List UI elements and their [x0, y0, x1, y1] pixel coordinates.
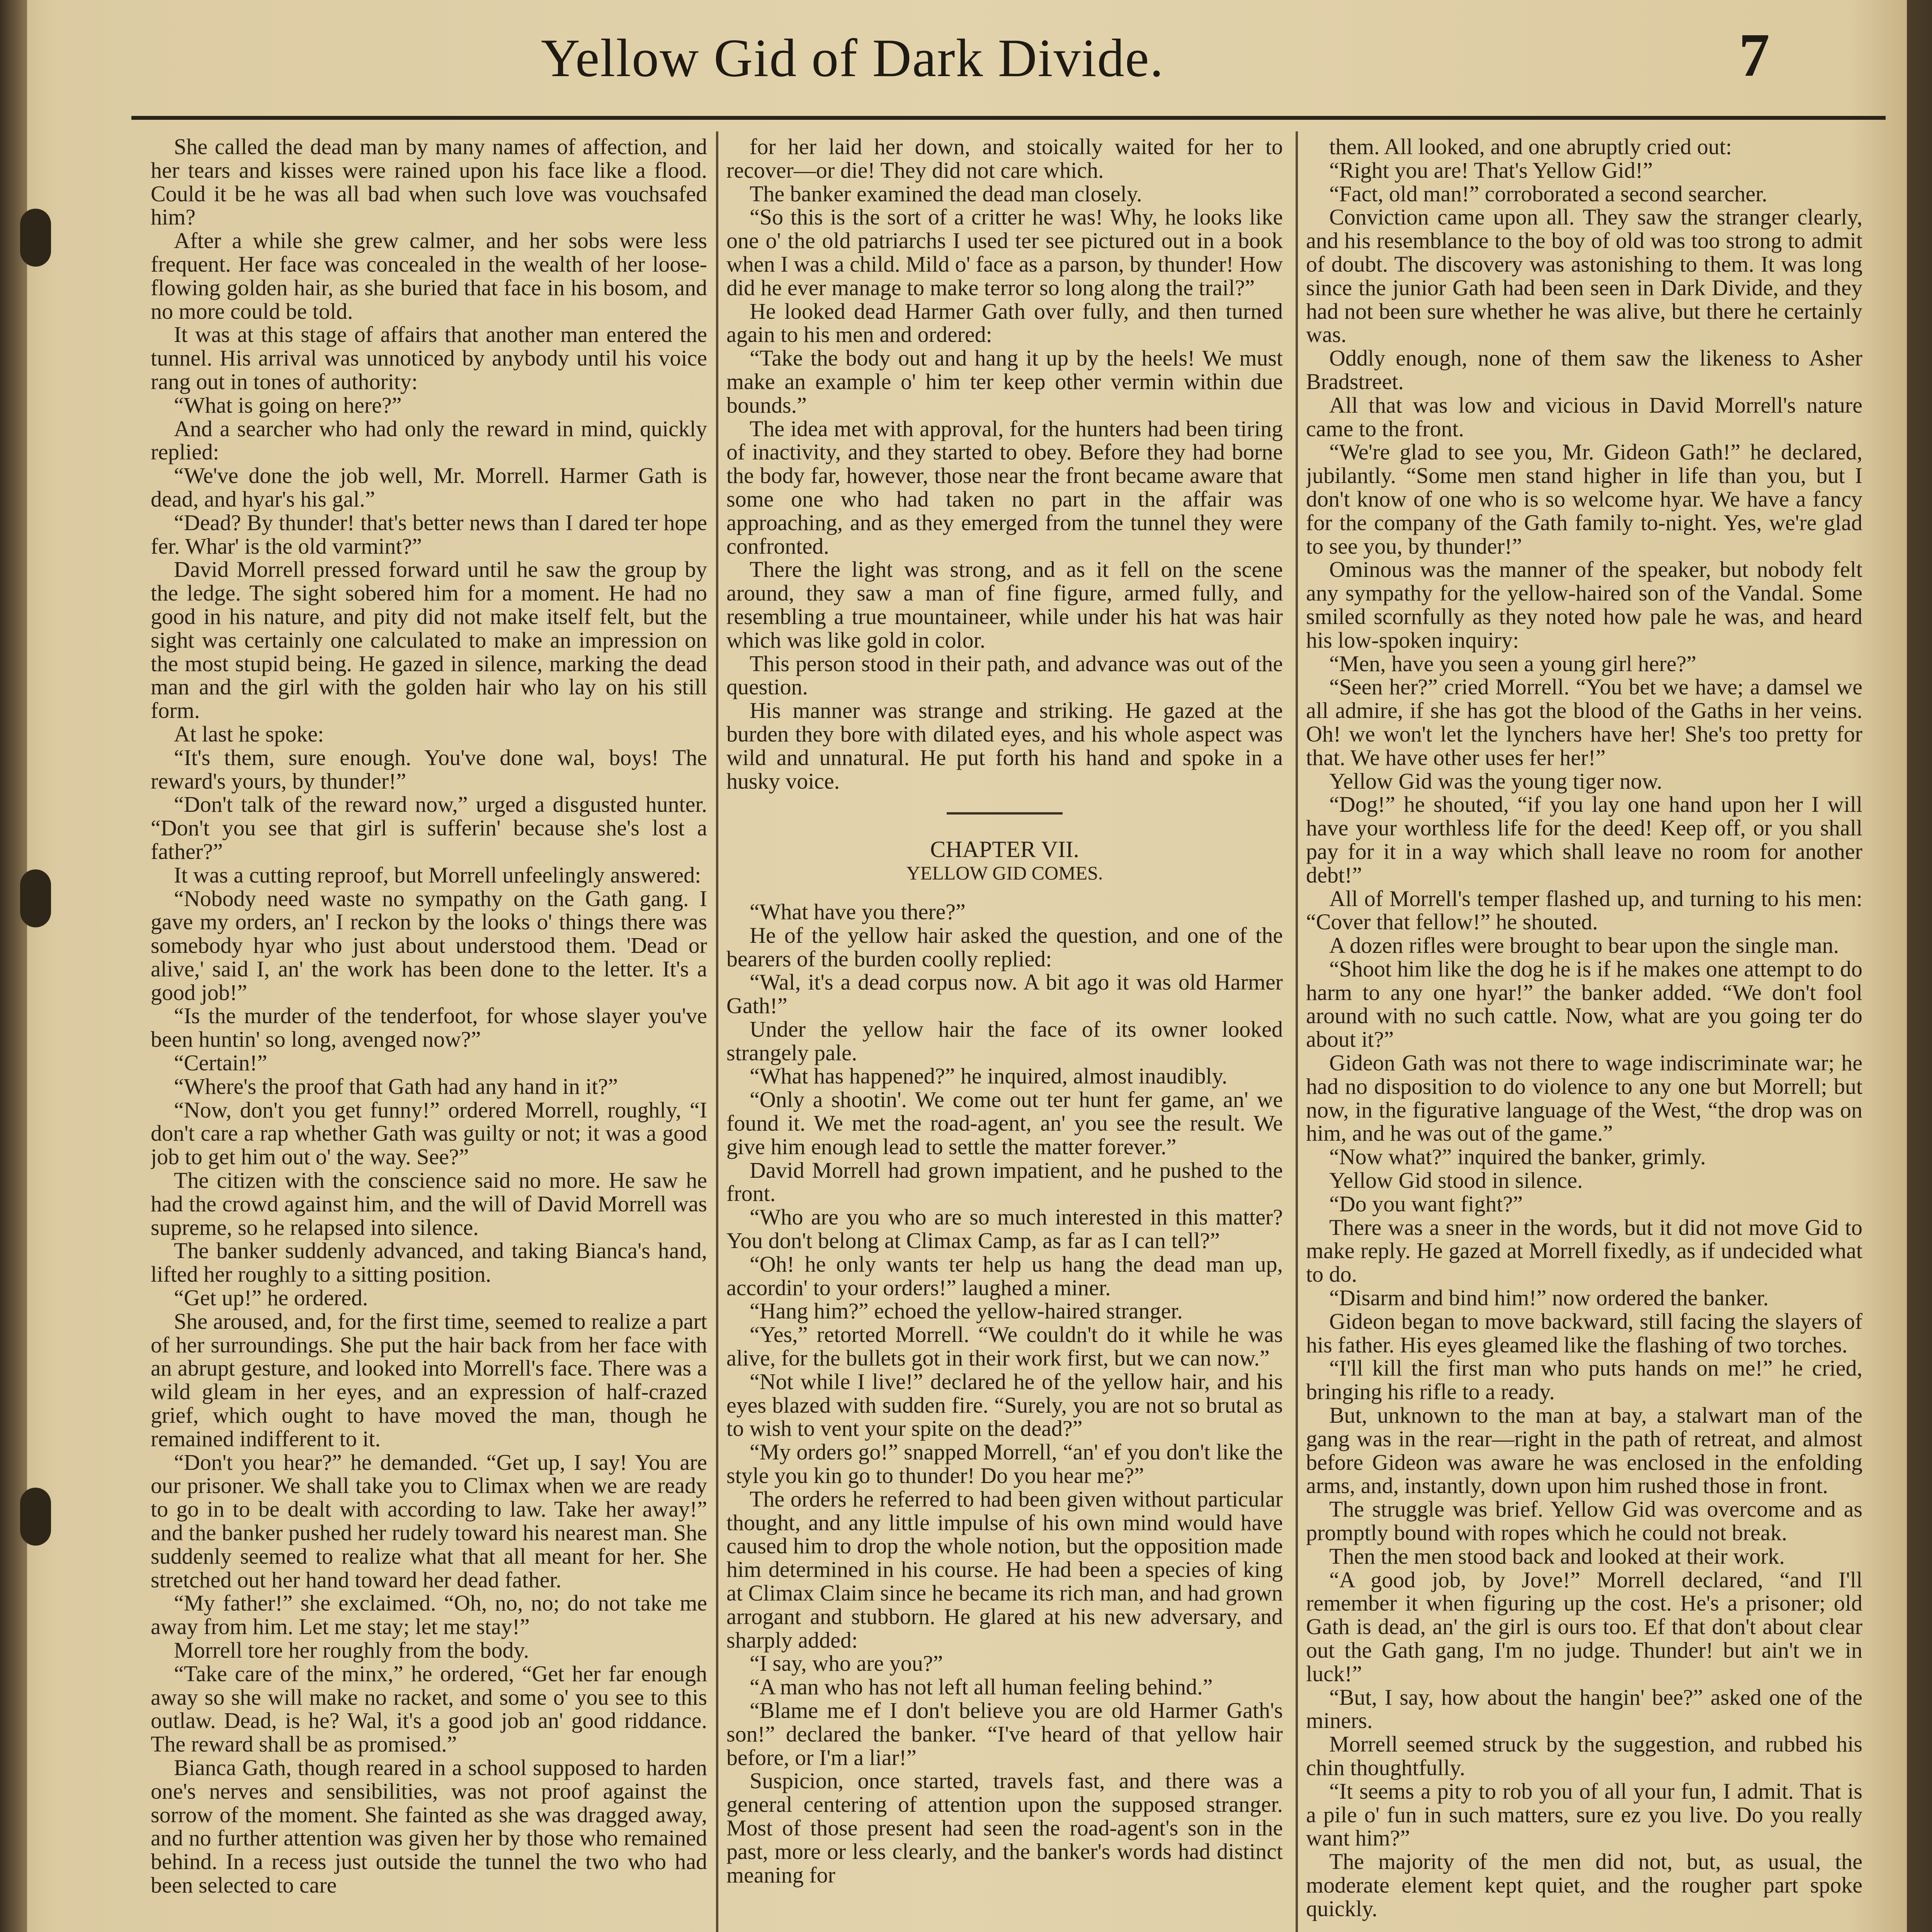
paragraph: “Hang him?” echoed the yellow-haired stranger. [750, 1298, 1183, 1324]
page-title: Yellow Gid of Dark Divide. [541, 28, 1164, 88]
paragraph: “But, I say, how about the hangin' bee?” asked one of the miners. [1306, 1684, 1862, 1733]
binding-spine [0, 0, 27, 1932]
paragraph: “Disarm and bind him!” now ordered the banker. [1329, 1285, 1769, 1311]
page-edge-shadow [1907, 0, 1932, 1932]
section-divider [947, 812, 1063, 815]
paragraph: “My orders go!” snapped Morrell, “an' ef you don't like the style you kin go to thunder! Do you hear me?” [726, 1439, 1283, 1488]
paragraph: Suspicion, once started, travels fast, and there was a general centering of attention upon the supposed stranger. Most of those present had seen the road-agent's son in the past, more or less clearly, and the banker's words had distinct meaning for [726, 1768, 1283, 1888]
paragraph: “Oh! he only wants ter help us hang the dead man up, accordin' to your orders!” laughed a miner. [726, 1251, 1283, 1300]
paragraph: “A good job, by Jove!” Morrell declared, “and I'll remember it when figuring up the cost. He's a prisoner; old Gath is dead, an' the girl is ours too. Ef that don't about clear out the Gath gang, I'm no judge. Thunder! but ain't we in luck!” [1306, 1567, 1862, 1686]
paragraph: This person stood in their path, and advance was out of the question. [726, 651, 1283, 700]
paragraph: His manner was strange and striking. He gazed at the burden they bore with dilated eyes, and his whole aspect was wild and unnatural. He put forth his hand and spoke in a husky voice. [726, 698, 1283, 794]
paragraph: “Do you want fight?” [1329, 1191, 1523, 1216]
paragraph: The struggle was brief. Yellow Gid was overcome and as promptly bound with ropes which he could not break. [1306, 1497, 1862, 1546]
paragraph: “My father!” she exclaimed. “Oh, no, no; do not take me away from him. Let me stay; let me stay!” [151, 1590, 707, 1639]
paragraph: “I say, who are you?” [750, 1651, 943, 1676]
paragraph: “Dog!” he shouted, “if you lay one hand upon her I will have your worthless life for the deed! Keep off, or you shall pay for it in a way which shall leave no room for another debt!” [1306, 792, 1862, 888]
paragraph: “We're glad to see you, Mr. Gideon Gath!” he declared, jubilantly. “Some men stand higher in life than you, but I don't know of one who is so welcome hyar. We have a fancy for the company of the Gath family to-night. Yes, we're glad to see you, by thunder!” [1306, 439, 1862, 559]
paragraph: “Blame me ef I don't believe you are old Harmer Gath's son!” declared the banker. “I've heard of that yellow hair before, or I'm a liar!” [726, 1698, 1283, 1770]
paragraph: Morrell tore her roughly from the body. [174, 1638, 529, 1663]
paragraph: There the light was strong, and as it fell on the scene around, they saw a man of fine figure, armed fully, and resembling a true mountaineer, while under his hat was hair which was like gold in color. [726, 557, 1283, 653]
paragraph: Under the yellow hair the face of its owner looked strangely pale. [726, 1016, 1283, 1065]
paragraph: “Now, don't you get funny!” ordered Morrell, roughly, “I don't care a rap whether Gath was guilty or not; it was a good job to get him out o' the way. See?” [151, 1097, 707, 1170]
paragraph: The orders he referred to had been given without particular thought, and any little impulse of his own mind would have caused him to drop the whole notion, but the opposition made him determined in his course. He had been a species of king at Climax Claim since he became its rich man, and had grown arrogant and stubborn. He glared at his new adversary, and sharply added: [726, 1486, 1283, 1653]
paragraph: And a searcher who had only the reward in mind, quickly replied: [151, 416, 707, 465]
paragraph: Gideon Gath was not there to wage indiscriminate war; he had no disposition to do violence to any one but Morrell; but now, in the figurative language of the West, “the drop was on him, and he was out of the game.” [1306, 1050, 1862, 1146]
paragraph: “Men, have you seen a young girl here?” [1329, 651, 1697, 676]
paragraph: “Certain!” [174, 1050, 267, 1076]
paragraph: “Fact, old man!” corroborated a second searcher. [1329, 181, 1767, 206]
paragraph: “Shoot him like the dog he is if he makes one attempt to do harm to any one hyar!” the banker added. “We don't fool around with no such cattle. Now, what are you going ter do about it?” [1306, 956, 1862, 1052]
paragraph: David Morrell pressed forward until he saw the group by the ledge. The sight sobered him for a moment. He had no good in his nature, and pity did not make itself felt, but the sight was certainly one calculated to make an impression on the most stupid being. He gazed in silence, marking the dead man and the girl with the golden hair who lay on his still form. [151, 557, 707, 723]
paragraph: “Take care of the minx,” he ordered, “Get her far enough away so she will make no racket, and some o' you see to this outlaw. Dead, is he? Wal, it's a good job an' good riddance. The reward shall be as promised.” [151, 1661, 707, 1757]
paragraph: “Who are you who are so much interested in this matter? You don't belong at Climax Camp, as far as I can tell?” [726, 1204, 1283, 1253]
paragraph: “Yes,” retorted Morrell. “We couldn't do it while he was alive, for the bullets got in their work first, but we can now.” [726, 1322, 1283, 1371]
chapter-heading: CHAPTER VII. [930, 837, 1079, 862]
paragraph: David Morrell had grown impatient, and he pushed to the front. [726, 1157, 1283, 1206]
text-column-1 [151, 135, 707, 1932]
paragraph: “Don't you hear?” he demanded. “Get up, I say! You are our prisoner. We shall take you to Climax when we are ready to go in to be dealt with according to law. Take her away!” and the banker pushed her rudely toward his nearest man. She suddenly seemed to realize what that all meant for her. She stretched out her hand toward her dead father. [151, 1449, 707, 1592]
paragraph: “Only a shootin'. We come out ter hunt fer game, an' we found it. We met the road-agent, an' you see the result. We give him enough lead to settle the matter forever.” [726, 1087, 1283, 1159]
paragraph: It was a cutting reproof, but Morrell unfeelingly answered: [174, 862, 701, 888]
paragraph: “Right you are! That's Yellow Gid!” [1329, 157, 1653, 183]
paragraph: Conviction came upon all. They saw the stranger clearly, and his resemblance to the boy of old was too strong to admit of doubt. The discovery was astonishing to them. It was long since the junior Gath had been seen in Dark Divide, and they had not been sure whether he was alive, but there he certainly was. [1306, 204, 1862, 347]
paragraph: “I'll kill the first man who puts hands on me!” he cried, bringing his rifle to a ready. [1306, 1355, 1862, 1405]
paragraph: All of Morrell's temper flashed up, and turning to his men: “Cover that fellow!” he shouted. [1306, 886, 1862, 935]
paragraph: Ominous was the manner of the speaker, but nobody felt any sympathy for the yellow-haired son of the Vandal. Some smiled scornfully as they noted how pale he was, and heard his low-spoken inquiry: [1306, 557, 1862, 653]
paragraph: Gideon began to move backward, still facing the slayers of his father. His eyes gleamed like the flashing of two torches. [1306, 1308, 1862, 1357]
paragraph: “Nobody need waste no sympathy on the Gath gang. I gave my orders, an' I reckon by the looks o' things there was somebody hyar who just about understood them. 'Dead or alive,' said I, an' the work has been done to the letter. It's a good job!” [151, 886, 707, 1005]
text-column-2 [726, 135, 1283, 1932]
chapter-subheading: YELLOW GID COMES. [906, 862, 1103, 884]
column-2-top-text [726, 135, 1283, 793]
paragraph: “Is the murder of the tenderfoot, for whose slayer you've been huntin' so long, avenged now?” [151, 1003, 707, 1052]
paragraph: Oddly enough, none of them saw the likeness to Asher Bradstreet. [1306, 345, 1862, 394]
paragraph: Bianca Gath, though reared in a school supposed to harden one's nerves and sensibilities, was not proof against the sorrow of the moment. She fainted as she was dragged away, and no further attention was given her by those who remained behind. In a recess just outside the tunnel the two who had been selected to care [151, 1755, 707, 1898]
paragraph: He looked dead Harmer Gath over fully, and then turned again to his men and ordered: [726, 298, 1283, 347]
column-divider [716, 131, 718, 1932]
binding-hole [20, 1488, 51, 1546]
binding-hole [20, 209, 51, 267]
paragraph: Yellow Gid stood in silence. [1329, 1168, 1583, 1193]
paragraph: She called the dead man by many names of affection, and her tears and kisses were rained upon his face like a flood. Could it be he was all bad when such love was vouchsafed him? [151, 135, 707, 230]
paragraph: She aroused, and, for the first time, seemed to realize a part of her surroundings. She put the hair back from her face with an abrupt gesture, and looked into Morrell's face. There was a wild gleam in her eyes, and an expression of half-crazed grief, which ought to have moved the man, though he remained indifferent to it. [151, 1308, 707, 1451]
paragraph: for her laid her down, and stoically waited for her to recover—or die! They did not care which. [726, 135, 1283, 183]
header-rule [131, 116, 1886, 120]
paragraph: The banker examined the dead man closely. [750, 181, 1142, 206]
paragraph: “Dead? By thunder! that's better news than I dared ter hope fer. Whar' is the old varmint?” [151, 510, 707, 559]
paragraph: “Where's the proof that Gath had any hand in it?” [174, 1073, 618, 1099]
paragraph: “Seen her?” cried Morrell. “You bet we have; a damsel we all admire, if she has got the blood of the Gaths in her veins. Oh! we won't let the lynchers have her! She's too pretty for that. We have other uses fer her!” [1306, 674, 1862, 770]
paragraph: The idea met with approval, for the hunters had been tiring of inactivity, and they started to obey. Before they had borne the body far, however, those near the front became aware that some one who had taken no part in the affair was approaching, and as they emerged from the tunnel they were confronted. [726, 416, 1283, 559]
paragraph: “What has happened?” he inquired, almost inaudibly. [750, 1063, 1228, 1089]
paragraph: Then the men stood back and looked at their work. [1329, 1543, 1785, 1569]
paragraph: A dozen rifles were brought to bear upon the single man. [1329, 933, 1839, 958]
paragraph: “What is going on here?” [174, 392, 402, 418]
paragraph: But, unknown to the man at bay, a stalwart man of the gang was in the rear—right in the path of retreat, and almost before Gideon was aware he was enclosed in the enfolding arms, and, instantly, down upon him rushed those in front. [1306, 1403, 1862, 1498]
paragraph: “It seems a pity to rob you of all your fun, I admit. That is a pile o' fun in such matters, sure ez you live. Do you really want him?” [1306, 1778, 1862, 1851]
text-column-3 [1306, 135, 1862, 1932]
paragraph: “A man who has not left all human feeling behind.” [750, 1674, 1213, 1700]
paragraph: “Take the body out and hang it up by the heels! We must make an example o' him ter keep other vermin within due bounds.” [726, 345, 1283, 418]
paragraph: “Now what?” inquired the banker, grimly. [1329, 1144, 1706, 1170]
paragraph: The citizen with the conscience said no more. He saw he had the crowd against him, and the will of David Morrell was supreme, so he relapsed into silence. [151, 1168, 707, 1240]
paragraph: “What have you there?” [750, 899, 966, 924]
paragraph: them. All looked, and one abruptly cried out: [1329, 135, 1732, 159]
paragraph: “So this is the sort of a critter he was! Why, he looks like one o' the old patriarchs I used ter see pictured out in a book when I was a child. Mild o' face as a parson, by thunder! How did he ever manage to make terror so long along the trail?” [726, 204, 1283, 300]
page-number: 7 [1739, 20, 1770, 89]
paragraph: It was at this stage of affairs that another man entered the tunnel. His arrival was unnoticed by anybody until his voice rang out in tones of authority: [151, 322, 707, 394]
paragraph: The banker suddenly advanced, and taking Bianca's hand, lifted her roughly to a sitting position. [151, 1238, 707, 1287]
paragraph: “Not while I live!” declared he of the yellow hair, and his eyes blazed with sudden fire. “Surely, you are not so brutal as to wish to vent your spite on the dead?” [726, 1369, 1283, 1441]
paragraph: The majority of the men did not, but, as usual, the moderate element kept quiet, and the rougher part spoke quickly. [1306, 1849, 1862, 1921]
paragraph: “It's them, sure enough. You've done wal, boys! The reward's yours, by thunder!” [151, 745, 707, 794]
paragraph: Yellow Gid was the young tiger now. [1329, 768, 1662, 794]
paragraph: “Don't talk of the reward now,” urged a disgusted hunter. “Don't you see that girl is sufferin' because she's lost a father?” [151, 792, 707, 864]
paragraph: Morrell seemed struck by the suggestion, and rubbed his chin thoughtfully. [1306, 1731, 1862, 1780]
paragraph: “We've done the job well, Mr. Morrell. Harmer Gath is dead, and hyar's his gal.” [151, 463, 707, 512]
paragraph: All that was low and vicious in David Morrell's nature came to the front. [1306, 392, 1862, 441]
paragraph: “Get up!” he ordered. [174, 1285, 368, 1311]
column-2-bottom-text [726, 900, 1283, 1887]
paragraph: After a while she grew calmer, and her sobs were less frequent. Her face was concealed in the wealth of her loose-flowing golden hair, as she buried that face in his bosom, and no more could be told. [151, 228, 707, 324]
paragraph: At last he spoke: [174, 721, 324, 747]
paragraph: He of the yellow hair asked the question, and one of the bearers of the burden coolly replied: [726, 922, 1283, 971]
column-divider [1296, 131, 1298, 1932]
paragraph: There was a sneer in the words, but it did not move Gid to make reply. He gazed at Morrell fixedly, as if undecided what to do. [1306, 1214, 1862, 1287]
paragraph: “Wal, it's a dead corpus now. A bit ago it was old Harmer Gath!” [726, 969, 1283, 1019]
binding-hole [20, 869, 51, 927]
